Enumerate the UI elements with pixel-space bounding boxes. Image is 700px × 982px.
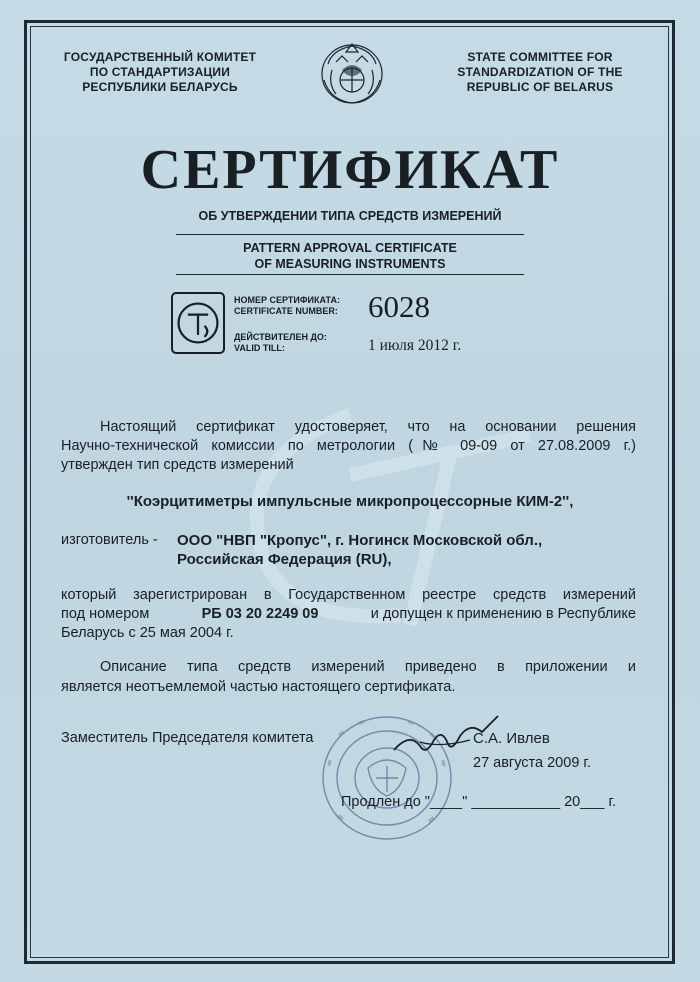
certificate-title: СЕРТИФИКАТ [140,139,560,201]
registration-number: РБ 03 20 2249 09 [201,606,319,622]
cert-number-label-en: CERTIFICATE NUMBER: [234,306,338,316]
header-ru-line: ПО СТАНДАРТИЗАЦИИ [89,65,231,79]
certificate-number: 6028 [368,289,430,324]
valid-till-label-ru: ДЕЙСТВИТЕЛЕН ДО: [234,332,327,342]
divider [176,234,524,235]
valid-till-date: 1 июля 2012 г. [368,337,462,354]
body-line: Беларусь с 25 мая 2004 г. [61,625,234,641]
body-line: Настоящий сертификат удостоверяет, что на основании решения [100,419,636,435]
subtitle-ru: ОБ УТВЕРЖДЕНИИ ТИПА СРЕДСТВ ИЗМЕРЕНИЙ [198,209,502,223]
manufacturer-line: ООО "НВП "Кропус", г. Ногинск Московской обл., [177,532,543,549]
product-name: ''Коэрцитиметры импульсные микропроцессорные КИМ-2'', [126,493,574,510]
signatory-position: Заместитель Председателя комитета [61,730,314,746]
registration-prefix: под номером [61,606,150,622]
manufacturer-label: изготовитель - [61,532,158,548]
cert-number-label-ru: НОМЕР СЕРТИФИКАТА: [234,295,340,305]
standard-mark-icon [171,292,225,354]
divider [176,274,524,275]
header-en-line: REPUBLIC OF BELARUS [466,80,614,94]
signatory-name: С.А. Ивлев [473,730,550,747]
registration-line [61,606,636,622]
header-ru [60,50,260,95]
body-line: который зарегистрирован в Государственном реестре средств измерений [61,587,636,603]
header-en-line: STATE COMMITTEE FOR [467,50,613,64]
subtitle-en [0,240,700,272]
cert-number-label [234,295,340,317]
valid-till-label-en: VALID TILL: [234,343,285,353]
registration-suffix: и допущен к применению в Республике [370,606,636,622]
header-en-line: STANDARDIZATION OF THE [457,65,623,79]
header-ru-line: РЕСПУБЛИКИ БЕЛАРУСЬ [82,80,238,94]
subtitle-en-line: OF MEASURING INSTRUMENTS [254,257,446,271]
body-line: Описание типа средств измерений приведено в приложении и [100,659,636,675]
subtitle-en-line: PATTERN APPROVAL CERTIFICATE [243,241,457,255]
belarus-emblem-icon [318,40,386,106]
valid-till-label [234,332,327,354]
header-ru-line: ГОСУДАРСТВЕННЫЙ КОМИТЕТ [63,50,257,64]
signature-date: 27 августа 2009 г. [473,755,591,771]
body-line: утвержден тип средств измерений [61,457,294,473]
extended-until: Продлен до "____" ___________ 20___ г. [341,794,617,810]
body-line: является неотъемлемой частью настоящего сертификата. [61,679,456,695]
body-line: Научно-технической комиссии по метрологии (№ 09-09 от 27.08.2009 г.) [61,438,636,454]
header-en [440,50,640,95]
manufacturer-line: Российская Федерация (RU), [177,551,392,568]
